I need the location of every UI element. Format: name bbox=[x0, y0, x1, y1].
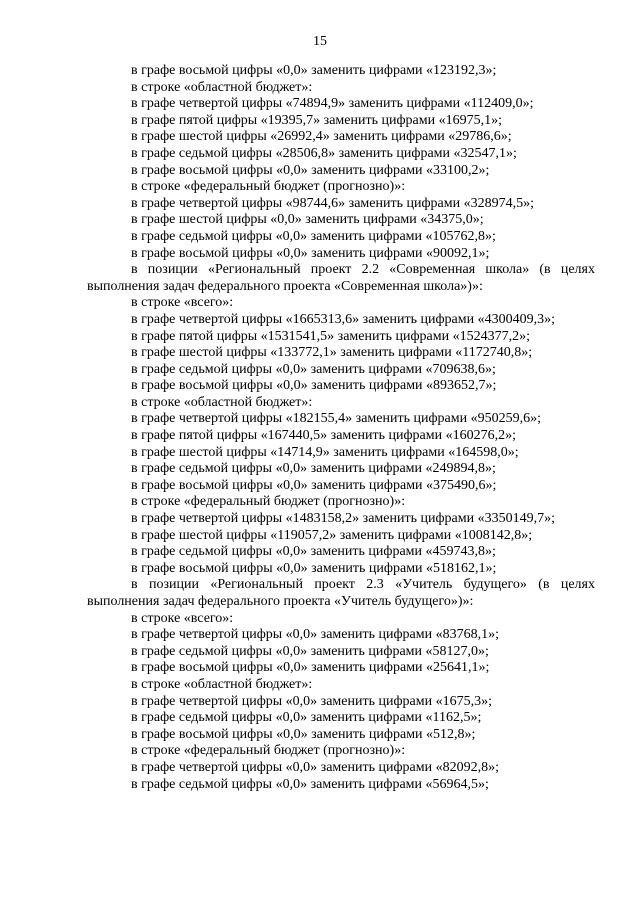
text-line: в графе седьмой цифры «28506,8» заменить цифрами «32547,1»; bbox=[131, 145, 517, 161]
text-line: в позиции «Региональный проект 2.3 «Учитель будущего» (в целях bbox=[131, 577, 595, 593]
text-line: в графе четвертой цифры «0,0» заменить цифрами «82092,8»; bbox=[131, 759, 499, 775]
text-line: в строке «областной бюджет»: bbox=[131, 394, 313, 410]
document-body bbox=[87, 63, 595, 793]
text-line: в графе седьмой цифры «0,0» заменить цифрами «249894,8»; bbox=[131, 461, 496, 477]
text-line: выполнения задач федерального проекта «Современная школа»)»: bbox=[87, 278, 483, 294]
text-line: в позиции «Региональный проект 2.2 «Современная школа» (в целях bbox=[131, 262, 595, 278]
text-line: в графе восьмой цифры «0,0» заменить цифрами «33100,2»; bbox=[131, 162, 490, 178]
text-line: в строке «всего»: bbox=[131, 295, 234, 311]
text-line: в графе шестой цифры «0,0» заменить цифрами «34375,0»; bbox=[131, 212, 484, 228]
text-line: в графе седьмой цифры «0,0» заменить цифрами «56964,5»; bbox=[131, 776, 489, 792]
text-line: в графе четвертой цифры «74894,9» заменить цифрами «112409,0»; bbox=[131, 96, 534, 112]
text-line: в графе шестой цифры «119057,2» заменить цифрами «1008142,8»; bbox=[131, 527, 533, 543]
text-line: в графе четвертой цифры «0,0» заменить цифрами «1675,3»; bbox=[131, 693, 492, 709]
text-line: в графе пятой цифры «19395,7» заменить цифрами «16975,1»; bbox=[131, 112, 502, 128]
text-line: в графе четвертой цифры «0,0» заменить цифрами «83768,1»; bbox=[131, 627, 499, 643]
page-number: 15 bbox=[313, 34, 327, 49]
text-line: в графе четвертой цифры «1665313,6» заменить цифрами «4300409,3»; bbox=[131, 311, 555, 327]
text-line: в графе восьмой цифры «0,0» заменить цифрами «123192,3»; bbox=[131, 63, 497, 78]
text-line: в графе восьмой цифры «0,0» заменить цифрами «25641,1»; bbox=[131, 660, 490, 676]
text-line: в графе четвертой цифры «98744,6» заменить цифрами «328974,5»; bbox=[131, 195, 534, 211]
text-line: в графе шестой цифры «133772,1» заменить цифрами «1172740,8»; bbox=[131, 345, 533, 361]
text-line: в графе четвертой цифры «182155,4» заменить цифрами «950259,6»; bbox=[131, 411, 541, 427]
text-line: в графе четвертой цифры «1483158,2» заменить цифрами «3350149,7»; bbox=[131, 511, 555, 527]
text-line: в графе седьмой цифры «0,0» заменить цифрами «1162,5»; bbox=[131, 710, 482, 726]
text-line: в графе пятой цифры «167440,5» заменить цифрами «160276,2»; bbox=[131, 428, 516, 444]
text-line: в строке «федеральный бюджет (прогнозно)»: bbox=[131, 179, 406, 195]
text-line: в графе пятой цифры «1531541,5» заменить цифрами «1524377,2»; bbox=[131, 328, 530, 344]
text-line: в строке «федеральный бюджет (прогнозно)»: bbox=[131, 743, 406, 759]
text-line: в графе седьмой цифры «0,0» заменить цифрами «58127,0»; bbox=[131, 643, 489, 659]
text-line: в графе восьмой цифры «0,0» заменить цифрами «518162,1»; bbox=[131, 560, 497, 576]
text-line: в графе седьмой цифры «0,0» заменить цифрами «105762,8»; bbox=[131, 228, 496, 244]
text-line: в строке «областной бюджет»: bbox=[131, 676, 313, 692]
text-line: в графе седьмой цифры «0,0» заменить цифрами «709638,6»; bbox=[131, 361, 496, 377]
text-line: в строке «областной бюджет»: bbox=[131, 79, 313, 95]
text-line: в графе восьмой цифры «0,0» заменить цифрами «893652,7»; bbox=[131, 378, 497, 394]
text-line: в строке «всего»: bbox=[131, 610, 234, 626]
text-line: в графе шестой цифры «26992,4» заменить цифрами «29786,6»; bbox=[131, 129, 512, 145]
text-line: в строке «федеральный бюджет (прогнозно)»: bbox=[131, 494, 406, 510]
text-line: в графе восьмой цифры «0,0» заменить цифрами «512,8»; bbox=[131, 726, 476, 742]
text-line: в графе шестой цифры «14714,9» заменить цифрами «164598,0»; bbox=[131, 444, 519, 460]
text-line: в графе седьмой цифры «0,0» заменить цифрами «459743,8»; bbox=[131, 544, 496, 560]
text-line: в графе восьмой цифры «0,0» заменить цифрами «90092,1»; bbox=[131, 245, 490, 261]
text-line: выполнения задач федерального проекта «Учитель будущего»)»: bbox=[87, 594, 474, 609]
text-line: в графе восьмой цифры «0,0» заменить цифрами «375490,6»; bbox=[131, 477, 497, 493]
